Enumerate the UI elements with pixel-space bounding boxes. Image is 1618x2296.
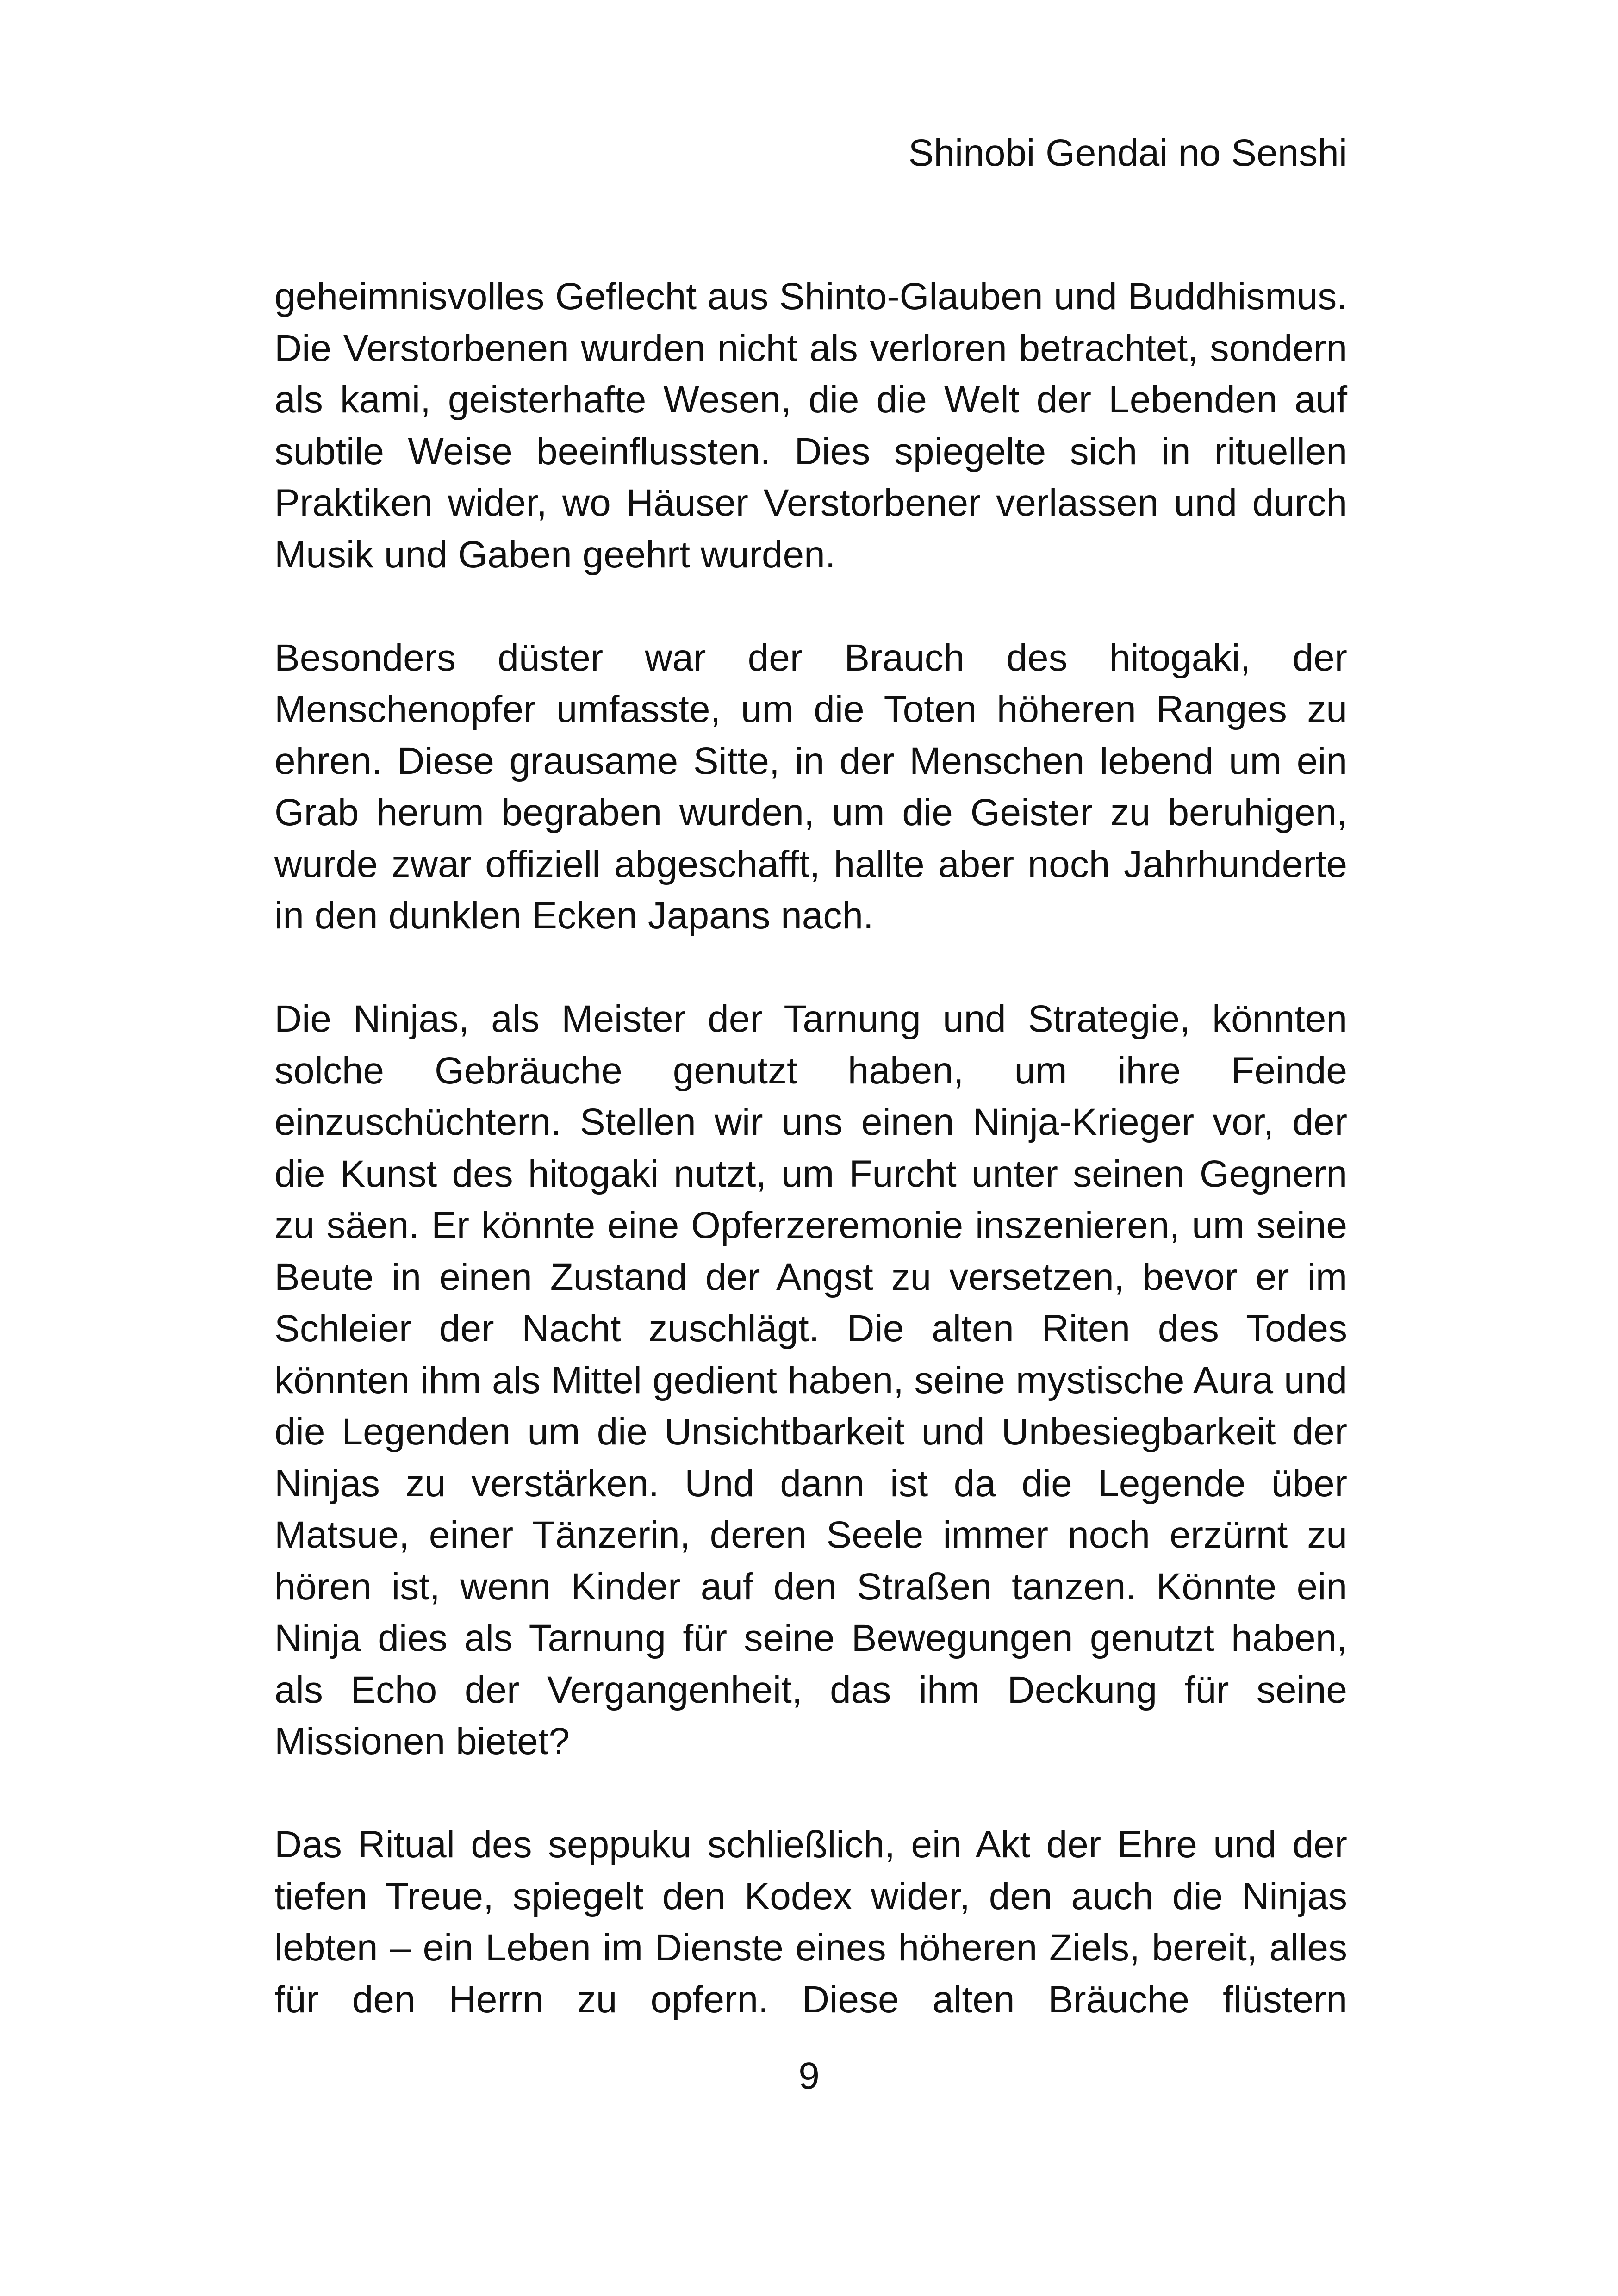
body-text — [274, 271, 1347, 2025]
paragraph-2: Besonders düster war der Brauch des hitogaki, der Menschenopfer umfasste, um die Toten höheren Ranges zu ehren. Diese grausame Sitte, in der Menschen lebend um ein Grab herum begraben wurden, um die Geister zu beruhigen, wurde zwar offiziell abgeschafft, hallte aber noch Jahrhunderte in den dunklen Ecken Japans nach. — [274, 636, 1347, 937]
page-number: 9 — [798, 2055, 820, 2097]
running-header: Shinobi Gendai no Senshi — [908, 132, 1347, 174]
paragraph-1: geheimnisvolles Geflecht aus Shinto-Glauben und Buddhismus. Die Verstorbenen wurden nicht als verloren betrachtet, sondern als kami, geisterhafte Wesen, die die Welt der Lebenden auf subtile Weise beeinflussten. Dies spiegelte sich in rituellen Praktiken wider, wo Häuser Verstorbener verlassen und durch Musik und Gaben geehrt wurden. — [274, 275, 1347, 576]
paragraph-4: Das Ritual des seppuku schließlich, ein Akt der Ehre und der tiefen Treue, spiegelt den Kodex wider, den auch die Ninjas lebten – ein Leben im Dienste eines höheren Ziels, bereit, alles für den Herrn zu opfern. Diese alten Bräuche flüstern — [274, 1823, 1347, 2021]
paragraph-3: Die Ninjas, als Meister der Tarnung und Strategie, könnten solche Gebräuche genutzt haben, um ihre Feinde einzuschüchtern. Stellen wir uns einen Ninja-Krieger vor, der die Kunst des hitogaki nutzt, um Furcht unter seinen Gegnern zu säen. Er könnte eine Opferzeremonie inszenieren, um seine Beute in einen Zustand der Angst zu versetzen, bevor er im Schleier der Nacht zuschlägt. Die alten Riten des Todes könnten ihm als Mittel gedient haben, seine mystische Aura und die Legenden um die Unsichtbarkeit und Unbesiegbarkeit der Ninjas zu verstärken. Und dann ist da die Legende über Matsue, einer Tänzerin, deren Seele immer noch erzürnt zu hören ist, wenn Kinder auf den Straßen tanzen. Könnte ein Ninja dies als Tarnung für seine Bewegungen genutzt haben, als Echo der Vergangenheit, das ihm Deckung für seine Missionen bietet? — [274, 998, 1347, 1762]
